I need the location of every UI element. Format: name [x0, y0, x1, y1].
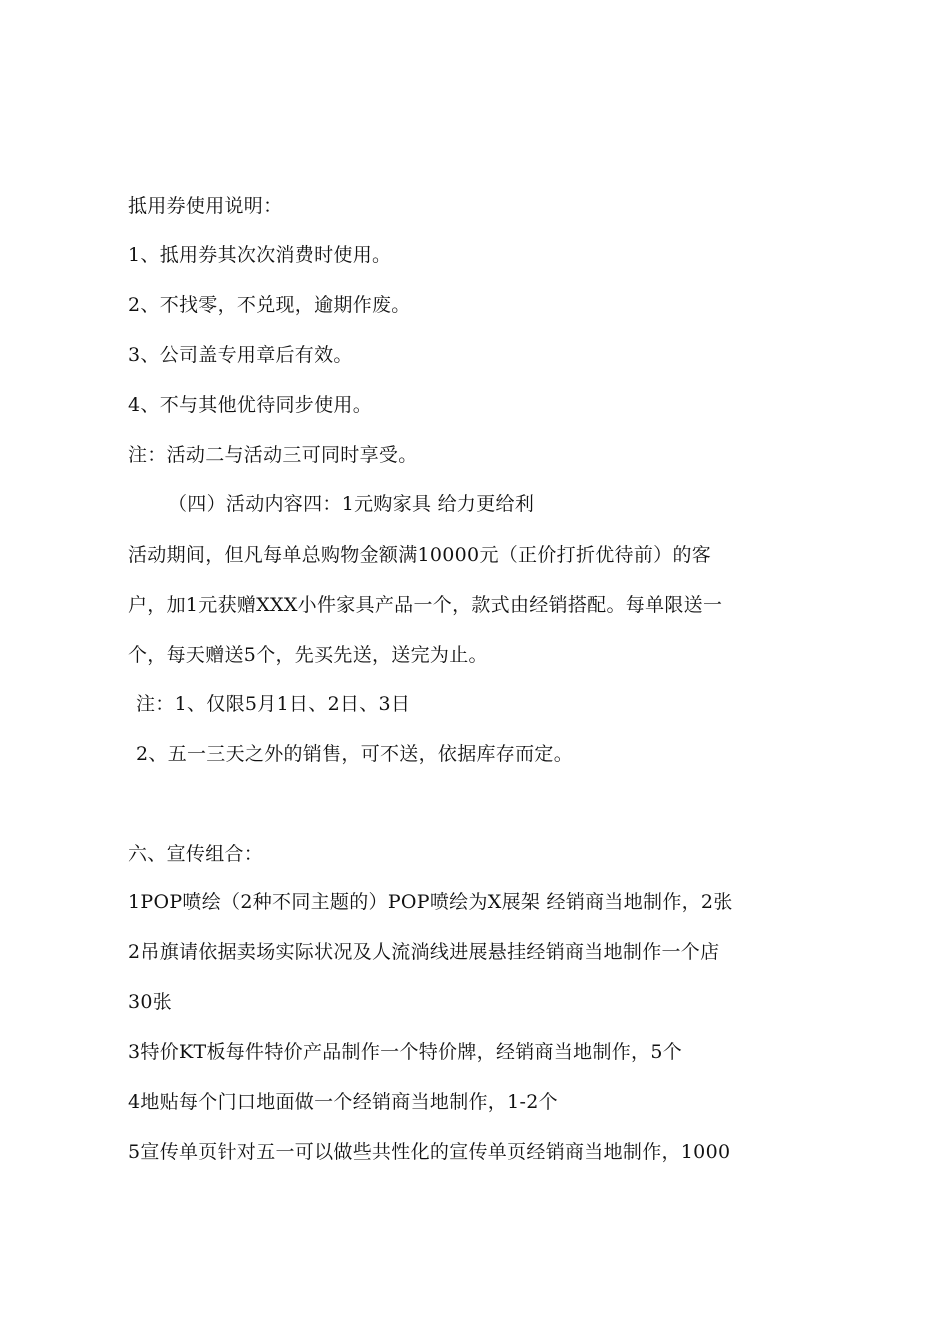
voucher-rule-2: 2、不找零，不兑现，逾期作废。	[128, 294, 411, 316]
activity-four-paragraph-line-1: 活动期间，但凡每单总购物金额满10000元（正价打折优待前）的客	[128, 544, 712, 566]
voucher-rule-3: 3、公司盖专用章后有效。	[128, 344, 353, 366]
note-activities: 注：活动二与活动三可同时享受。	[128, 444, 418, 466]
activity-four-paragraph-line-3: 个，每天赠送5个，先买先送，送完为止。	[128, 644, 488, 666]
promo-item-2-line-2: 30张	[128, 991, 173, 1013]
promo-item-5: 5宣传单页针对五一可以做些共性化的宣传单页经销商当地制作，1000	[128, 1141, 731, 1163]
activity-four-heading: （四）活动内容四：1元购家具 给力更给利	[168, 493, 535, 515]
promo-item-4: 4地贴每个门口地面做一个经销商当地制作，1-2个	[128, 1091, 558, 1113]
section-six-heading: 六、宣传组合：	[128, 843, 264, 865]
promo-item-2-line-1: 2吊旗请依据卖场实际状况及人流淌线进展悬挂经销商当地制作一个店	[128, 941, 720, 963]
activity-four-paragraph-line-2: 户，加1元获赠XXX小件家具产品一个，款式由经销搭配。每单限送一	[128, 594, 723, 616]
voucher-instructions-heading: 抵用券使用说明：	[128, 195, 283, 217]
promo-item-3: 3特价KT板每件特价产品制作一个特价牌，经销商当地制作，5个	[128, 1041, 683, 1063]
voucher-rule-4: 4、不与其他优待同步使用。	[128, 394, 372, 416]
activity-four-note-2: 2、五一三天之外的销售，可不送，依据库存而定。	[136, 743, 573, 765]
voucher-rule-1: 1、抵用券其次次消费时使用。	[128, 244, 392, 266]
promo-item-1: 1POP喷绘（2种不同主题的）POP喷绘为X展架 经销商当地制作，2张	[128, 891, 733, 913]
activity-four-note-1: 注：1、仅限5月1日、2日、3日	[136, 693, 411, 715]
